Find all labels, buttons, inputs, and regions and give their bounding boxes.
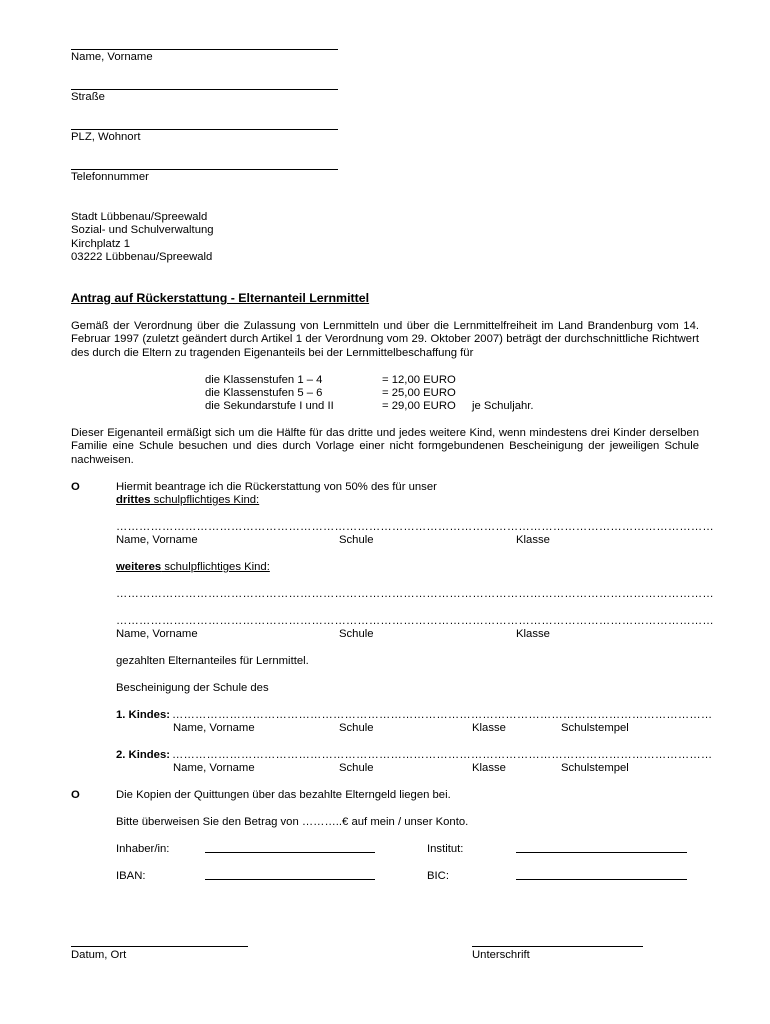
option-1-text: Hiermit beantrage ich die Rückerstattung von 50% des für unser <box>116 481 437 493</box>
document-title: Antrag auf Rückerstattung - Elternanteil Lernmittel <box>71 291 370 305</box>
child-2-school-label: Schule <box>339 762 374 774</box>
holder-field[interactable] <box>205 852 375 853</box>
institute-field[interactable] <box>516 852 687 853</box>
rate-amount-3: = 29,00 EURO <box>382 400 456 412</box>
further-child-class-label: Klasse <box>516 628 550 640</box>
option-1-checkbox[interactable]: O <box>71 481 80 493</box>
recipient-line-3: Kirchplatz 1 <box>71 238 131 250</box>
city-label: PLZ, Wohnort <box>71 131 141 143</box>
third-child-bold: drittes <box>116 494 151 506</box>
bic-field[interactable] <box>516 879 687 880</box>
child-1-school-label: Schule <box>339 722 374 734</box>
recipient-line-4: 03222 Lübbenau/Spreewald <box>71 251 213 263</box>
date-place-line[interactable] <box>71 946 248 947</box>
recipient-line-2: Sozial- und Schulverwaltung <box>71 224 214 236</box>
child-1-label: 1. Kindes: <box>116 709 170 721</box>
further-child-rest: schulpflichtiges Kind: <box>161 561 270 573</box>
further-child-dotted-line-2[interactable]: ………………………………………………………………………………………………………………………………………… <box>116 615 714 627</box>
child-1-class-label: Klasse <box>472 722 506 734</box>
phone-label: Telefonnummer <box>71 171 149 183</box>
child-1-stamp-label: Schulstempel <box>561 722 629 734</box>
city-line[interactable] <box>71 129 338 130</box>
bic-label: BIC: <box>427 870 449 882</box>
further-child-name-label: Name, Vorname <box>116 628 198 640</box>
rate-level-1: die Klassenstufen 1 – 4 <box>205 374 323 386</box>
rate-note: je Schuljahr. <box>472 400 534 412</box>
rate-level-3: die Sekundarstufe I und II <box>205 400 334 412</box>
child-2-name-label: Name, Vorname <box>173 762 255 774</box>
third-child-dotted-line[interactable]: ………………………………………………………………………………………………………………………………………… <box>116 521 714 533</box>
name-label: Name, Vorname <box>71 51 153 63</box>
reduction-paragraph: Dieser Eigenanteil ermäßigt sich um die Hälfte für das dritte und jedes weitere Kind, wenn mindestens drei Kinder derselben Familie eine Schule besuchen und dies durch Vorlage einer nicht formgebundenen Bescheinigung der jeweiligen Schule nachweisen. <box>71 427 699 466</box>
child-1-name-label: Name, Vorname <box>173 722 255 734</box>
date-place-label: Datum, Ort <box>71 949 127 961</box>
recipient-line-1: Stadt Lübbenau/Spreewald <box>71 211 208 223</box>
paid-share-text: gezahlten Elternanteiles für Lernmittel. <box>116 655 309 667</box>
further-child-dotted-line-1[interactable]: ………………………………………………………………………………………………………………………………………… <box>116 588 714 600</box>
child-2-stamp-label: Schulstempel <box>561 762 629 774</box>
intro-paragraph: Gemäß der Verordnung über die Zulassung von Lernmitteln und über die Lernmittelfreiheit im Land Brandenburg vom 14. Februar 1997 (zuletzt geändert durch Artikel 1 der Verordnung vom 29. Oktober 2007) beträgt der durchschnittliche Richtwert des durch die Eltern zu tragenden Eigenanteils bei der Lernmittelbeschaffung für <box>71 320 699 359</box>
street-line[interactable] <box>71 89 338 90</box>
further-child-school-label: Schule <box>339 628 374 640</box>
name-line[interactable] <box>71 49 338 50</box>
rate-amount-2: = 25,00 EURO <box>382 387 456 399</box>
phone-line[interactable] <box>71 169 338 170</box>
certificate-text: Bescheinigung der Schule des <box>116 682 269 694</box>
receipts-text: Die Kopien der Quittungen über das bezahlte Elterngeld liegen bei. <box>116 789 451 801</box>
option-2-checkbox[interactable]: O <box>71 789 80 801</box>
rate-amount-1: = 12,00 EURO <box>382 374 456 386</box>
child-2-class-label: Klasse <box>472 762 506 774</box>
transfer-text: Bitte überweisen Sie den Betrag von ………..€ auf mein / unser Konto. <box>116 816 469 828</box>
institute-label: Institut: <box>427 843 464 855</box>
iban-label: IBAN: <box>116 870 146 882</box>
rate-level-2: die Klassenstufen 5 – 6 <box>205 387 323 399</box>
street-label: Straße <box>71 91 105 103</box>
signature-line[interactable] <box>472 946 643 947</box>
iban-field[interactable] <box>205 879 375 880</box>
child-1-dotted-line[interactable]: …………………………………………………………………………………………………………………………… <box>172 709 713 721</box>
further-child-heading <box>116 561 270 574</box>
further-child-bold: weiteres <box>116 561 162 573</box>
third-child-rest: schulpflichtiges Kind: <box>150 494 260 506</box>
third-child-heading <box>116 494 259 507</box>
holder-label: Inhaber/in: <box>116 843 170 855</box>
child-2-label: 2. Kindes: <box>116 749 170 761</box>
child-2-dotted-line[interactable]: …………………………………………………………………………………………………………………………… <box>172 749 713 761</box>
signature-label: Unterschrift <box>472 949 530 961</box>
third-child-school-label: Schule <box>339 534 374 546</box>
third-child-name-label: Name, Vorname <box>116 534 198 546</box>
third-child-class-label: Klasse <box>516 534 550 546</box>
